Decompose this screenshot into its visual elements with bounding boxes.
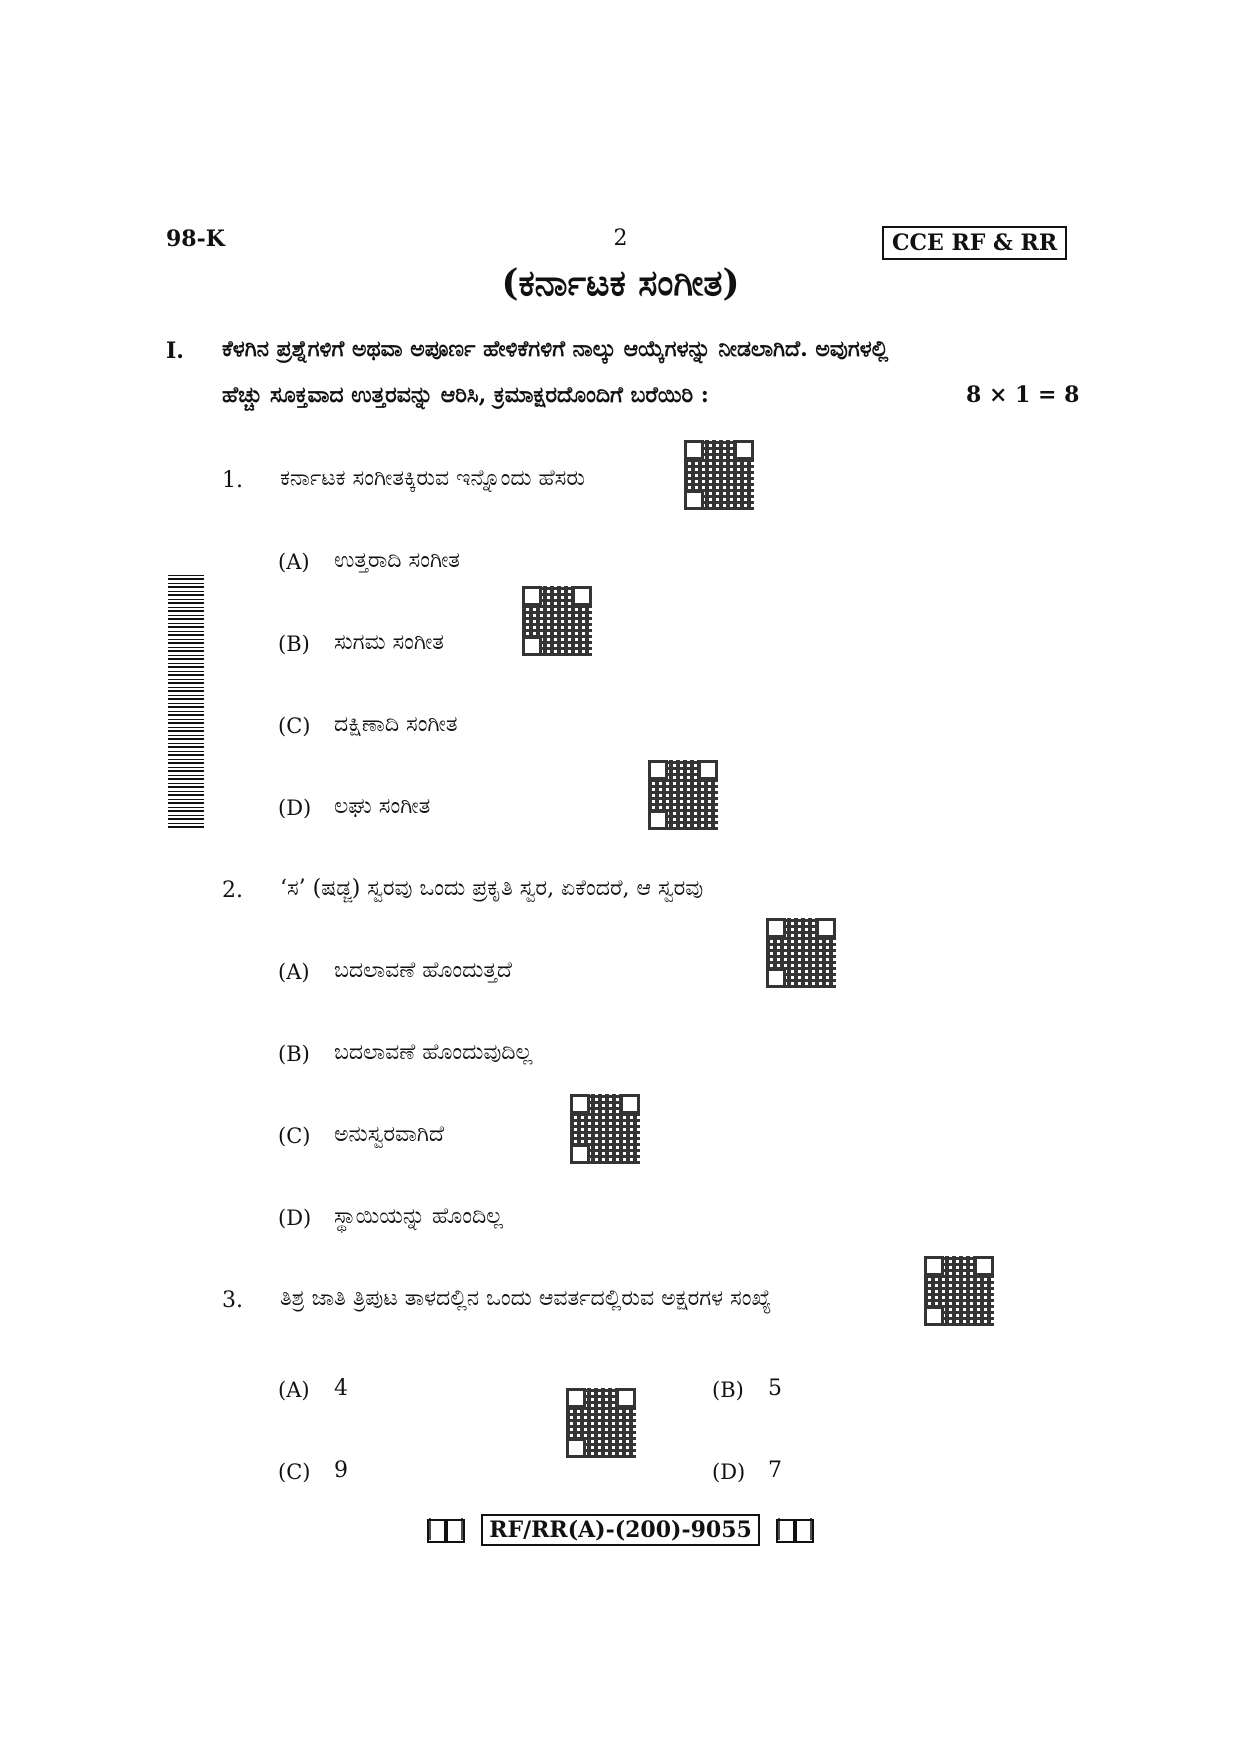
footer-code: RF/RR(A)-(200)-9055 (481, 1514, 760, 1546)
option-letter: (A) (278, 1378, 310, 1402)
option-text: ಲಘು ಸಂಗೀತ (334, 794, 431, 819)
section-instruction-line1: ಕೆಳಗಿನ ಪ್ರಶ್ನೆಗಳಿಗೆ ಅಥವಾ ಅಪೂರ್ಣ ಹೇಳಿಕೆಗಳಿಗೆ ನಾಲ್ಕು ಆಯ್ಕೆಗಳನ್ನು ನೀಡಲಾಗಿದೆ. ಅವುಗಳಲ್ಲಿ (222, 336, 889, 362)
option-letter: (B) (712, 1378, 744, 1402)
option-letter: (D) (278, 796, 312, 820)
option-text: ಸ್ಥಾಯಿಯನ್ನು ಹೊಂದಿಲ್ಲ (334, 1204, 504, 1229)
question-text: ಕರ್ನಾಟಕ ಸಂಗೀತಕ್ಕಿರುವ ಇನ್ನೊಂದು ಹೆಸರು (280, 466, 585, 491)
section-marks: 8 × 1 = 8 (966, 382, 1080, 408)
qr-code-icon (766, 918, 836, 988)
option-letter: (D) (278, 1206, 312, 1230)
option-text: 9 (334, 1458, 348, 1483)
open-book-icon (426, 1516, 466, 1544)
exam-label-box: CCE RF & RR (882, 226, 1067, 260)
page-number: 2 (613, 226, 628, 251)
option-text: 5 (768, 1376, 782, 1401)
option-letter: (B) (278, 632, 310, 656)
option-text: ಉತ್ತರಾದಿ ಸಂಗೀತ (334, 548, 460, 573)
open-book-icon (775, 1516, 815, 1544)
paper-code: 98-K (166, 226, 225, 252)
option-text: ದಕ್ಷಿಣಾದಿ ಸಂಗೀತ (334, 712, 458, 737)
footer (0, 1514, 1241, 1546)
barcode-icon (168, 574, 204, 828)
question-text: ‘ಸ’ (ಷಡ್ಜ) ಸ್ವರವು ಒಂದು ಪ್ರಕೃತಿ ಸ್ವರ, ಏಕೆಂದರೆ, ಆ ಸ್ವರವು (280, 876, 704, 901)
section-number: I. (166, 338, 184, 364)
option-letter: (D) (712, 1460, 746, 1484)
qr-code-icon (684, 440, 754, 510)
question-number: 3. (222, 1288, 243, 1313)
option-text: 7 (768, 1458, 782, 1483)
question-number: 2. (222, 878, 243, 903)
section-instruction-line2: ಹೆಚ್ಚು ಸೂಕ್ತವಾದ ಉತ್ತರವನ್ನು ಆರಿಸಿ, ಕ್ರಮಾಕ್ಷರದೊಂದಿಗೆ ಬರೆಯಿರಿ : (222, 382, 709, 408)
option-letter: (C) (278, 1124, 311, 1148)
option-letter: (A) (278, 550, 310, 574)
option-text: ಸುಗಮ ಸಂಗೀತ (334, 630, 444, 655)
question-number: 1. (222, 468, 243, 493)
option-letter: (B) (278, 1042, 310, 1066)
qr-code-icon (566, 1388, 636, 1458)
option-text: ಬದಲಾವಣೆ ಹೊಂದುತ್ತದೆ (334, 958, 512, 983)
question-text: ತಿಶ್ರ ಜಾತಿ ತ್ರಿಪುಟ ತಾಳದಲ್ಲಿನ ಒಂದು ಆವರ್ತದಲ್ಲಿರುವ ಅಕ್ಷರಗಳ ಸಂಖ್ಯೆ (280, 1286, 772, 1311)
option-letter: (C) (278, 1460, 311, 1484)
option-letter: (A) (278, 960, 310, 984)
page-title: (ಕರ್ನಾಟಕ ಸಂಗೀತ) (501, 262, 740, 304)
qr-code-icon (648, 760, 718, 830)
option-text: 4 (334, 1376, 348, 1401)
option-letter: (C) (278, 714, 311, 738)
option-text: ಬದಲಾವಣೆ ಹೊಂದುವುದಿಲ್ಲ (334, 1040, 533, 1065)
qr-code-icon (522, 586, 592, 656)
option-text: ಅನುಸ್ವರವಾಗಿದೆ (334, 1122, 445, 1147)
qr-code-icon (570, 1094, 640, 1164)
qr-code-icon (924, 1256, 994, 1326)
